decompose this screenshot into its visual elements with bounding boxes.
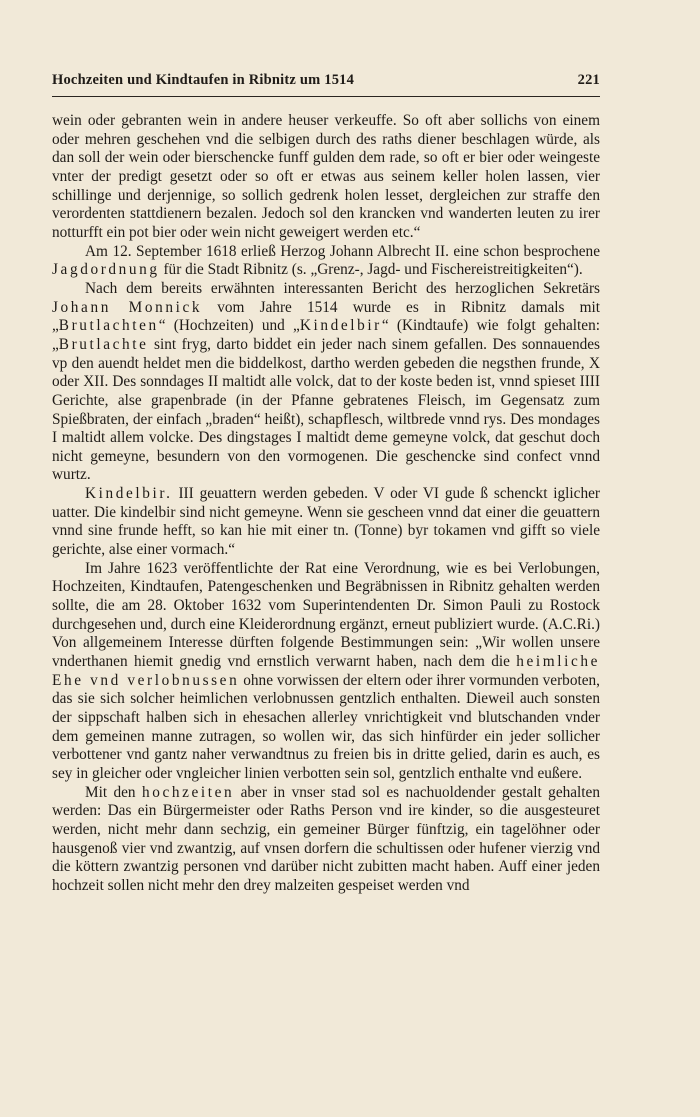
running-header (52, 72, 600, 89)
spaced-emphasis: Kindelbir (299, 317, 382, 335)
text-run: Im Jahre 1623 veröffentlichte der Rat eine Verordnung, wie es bei Verlobungen, Hochzeiten, Kindtaufen, Patengeschenken und Begräbnissen in Ribnitz gehalten werden sollte, die am 28. Oktober 1632 vom Superintendenten Dr. Simon Pauli zu Rostock durchgesehen und, durch eine Kleiderordnung ergänzt, erneut publiziert wurde. (A.C.Ri.) Von allgemeinem Interesse dürften folgende Bestimmungen sein: „Wir wollen unsere vnderthanen hiemit gnedig vnd ernstlich verwarnt haben, nach dem die (52, 559, 600, 671)
text-run: für die Stadt Ribnitz (s. „Grenz-, Jagd- und Fischereistreitigkeiten“). (159, 261, 583, 279)
text-run: Nach dem bereits erwähnten interessanten Bericht des herzoglichen Sekretärs (85, 279, 600, 297)
spaced-emphasis: Kindelbir. (85, 485, 173, 503)
paragraph (52, 560, 600, 784)
header-rule (52, 96, 600, 97)
text-run: wein oder gebranten wein in andere heuser verkeuffe. So oft aber sollichs von einem oder mehren geschehen vnd die selbigen durch des raths diener beschlagen würde, als dan soll der wein oder bierschencke funff gulden dem rade, so oft er bier oder weingeste vnter der predigt gesetzt oder so oft er etwas aus seinem keller holen lassen, vier schillinge und derjennige, so sollich gedrenk holen lesset, dergleichen zur straffe den verordenten stattdienern bezalen. Jedoch sol den krancken vnd wanderten leuten zu irer notturfft ein pot bier oder wein nicht geweigert werden etc.“ (52, 112, 600, 241)
text-run: Am 12. September 1618 erließ Herzog Johann Albrecht II. eine schon besprochene (85, 242, 600, 260)
paragraph (52, 784, 600, 896)
text-run: sint fryg, darto biddet ein jeder nach sinem gefallen. Des sonnauendes vp den auendt heldet men die biddelkost, dartho werden gebeden die negsthen frunde, X oder XII. Des sonndages II maltidt alle volck, dat to der koste beden ist, vnnd spieset IIII Gerichte, alse grapenbrade (in der Pfanne gebratenes Fleisch, im Gegensatz zum Spießbraten, der einfach „braden“ heißt), schapflesch, wiltbrede vnnd rys. Des mondages I maltidt allem volcke. Des dingstages I maltidt deme gemeyne volck, dat geschut doch nicht gemeyne, besundern von den vormogenen. Die geschencke sind confect vnnd wurtz. (52, 335, 600, 484)
body-text (52, 112, 600, 896)
text-run: Mit den (85, 783, 142, 801)
text-run: “ (Hochzeiten) und „ (158, 317, 300, 335)
spaced-emphasis: Johann Monnick (52, 298, 203, 316)
spaced-emphasis: Jagdordnung (52, 261, 160, 279)
spaced-emphasis: hochzeiten (141, 783, 235, 801)
spaced-emphasis: heimliche Ehe vnd verlobnussen (52, 653, 600, 689)
paragraph (52, 243, 600, 280)
text-run: vom Jahre 1514 wurde es in Ribnitz damals mit „ (52, 298, 600, 335)
running-title: Hochzeiten und Kindtaufen in Ribnitz um 1514 (52, 72, 355, 88)
paragraph (52, 485, 600, 560)
text-run: ohne vorwissen der eltern oder ihrer vormunden verboten, das sie sich solcher heimlichen verlobnussen gentzlich enthalten. Dieweil auch sonsten der sippschaft halben sich in ehesachen allerley vnrichtigkeit vnd blutschanden vnder dem gemeinen manne zutragen, so wollen wir, das sich hinfürder ein jeder sollicher verbottener vnd gantz naher verwandtnus zu freien bis in dritte gelied, darin es auch, es sey in gleicher oder vngleicher linien verbotten sein sol, gentzlich enthalte vnd eußere. (52, 671, 600, 782)
spaced-emphasis: Brutlachten (58, 317, 159, 335)
page-number: 221 (577, 72, 600, 88)
text-run: III geuattern werden gebeden. V oder VI gude ß schenckt iglicher uatter. Die kindelbir sind nicht gemeyne. Wenn sie gescheen vnnd dat einer die geuattern vnnd sine frunde hefft, so kan hie mit einer tn. (Tonne) byr tokamen vnd gifft so viele gerichte, alse einer vormach.“ (52, 485, 600, 559)
spaced-emphasis: Brutlachte (58, 335, 149, 353)
paragraph (52, 112, 600, 243)
text-run: aber in vnser stad sol es nachuoldender gestalt gehalten werden: Das ein Bürgermeister oder Raths Person vnd ire kinder, so die ausgesteuret werden, nicht mehr dann sechzig, ein gemeiner Bürger fünftzig, ein tagelöhner oder hausgenoß vier vnd zwantzig, auf vnsen dorfern die schultissen oder hufener vierzig vnd die köttern zwantzig personen vnd darüber nicht zubitten macht haben. Auff einer jeden hochzeit sollen nicht mehr den drey malzeiten gespeiset werden vnd (52, 783, 600, 894)
paragraph (52, 280, 600, 485)
text-run: “ (Kindtaufe) wie folgt gehalten: „ (52, 317, 600, 353)
